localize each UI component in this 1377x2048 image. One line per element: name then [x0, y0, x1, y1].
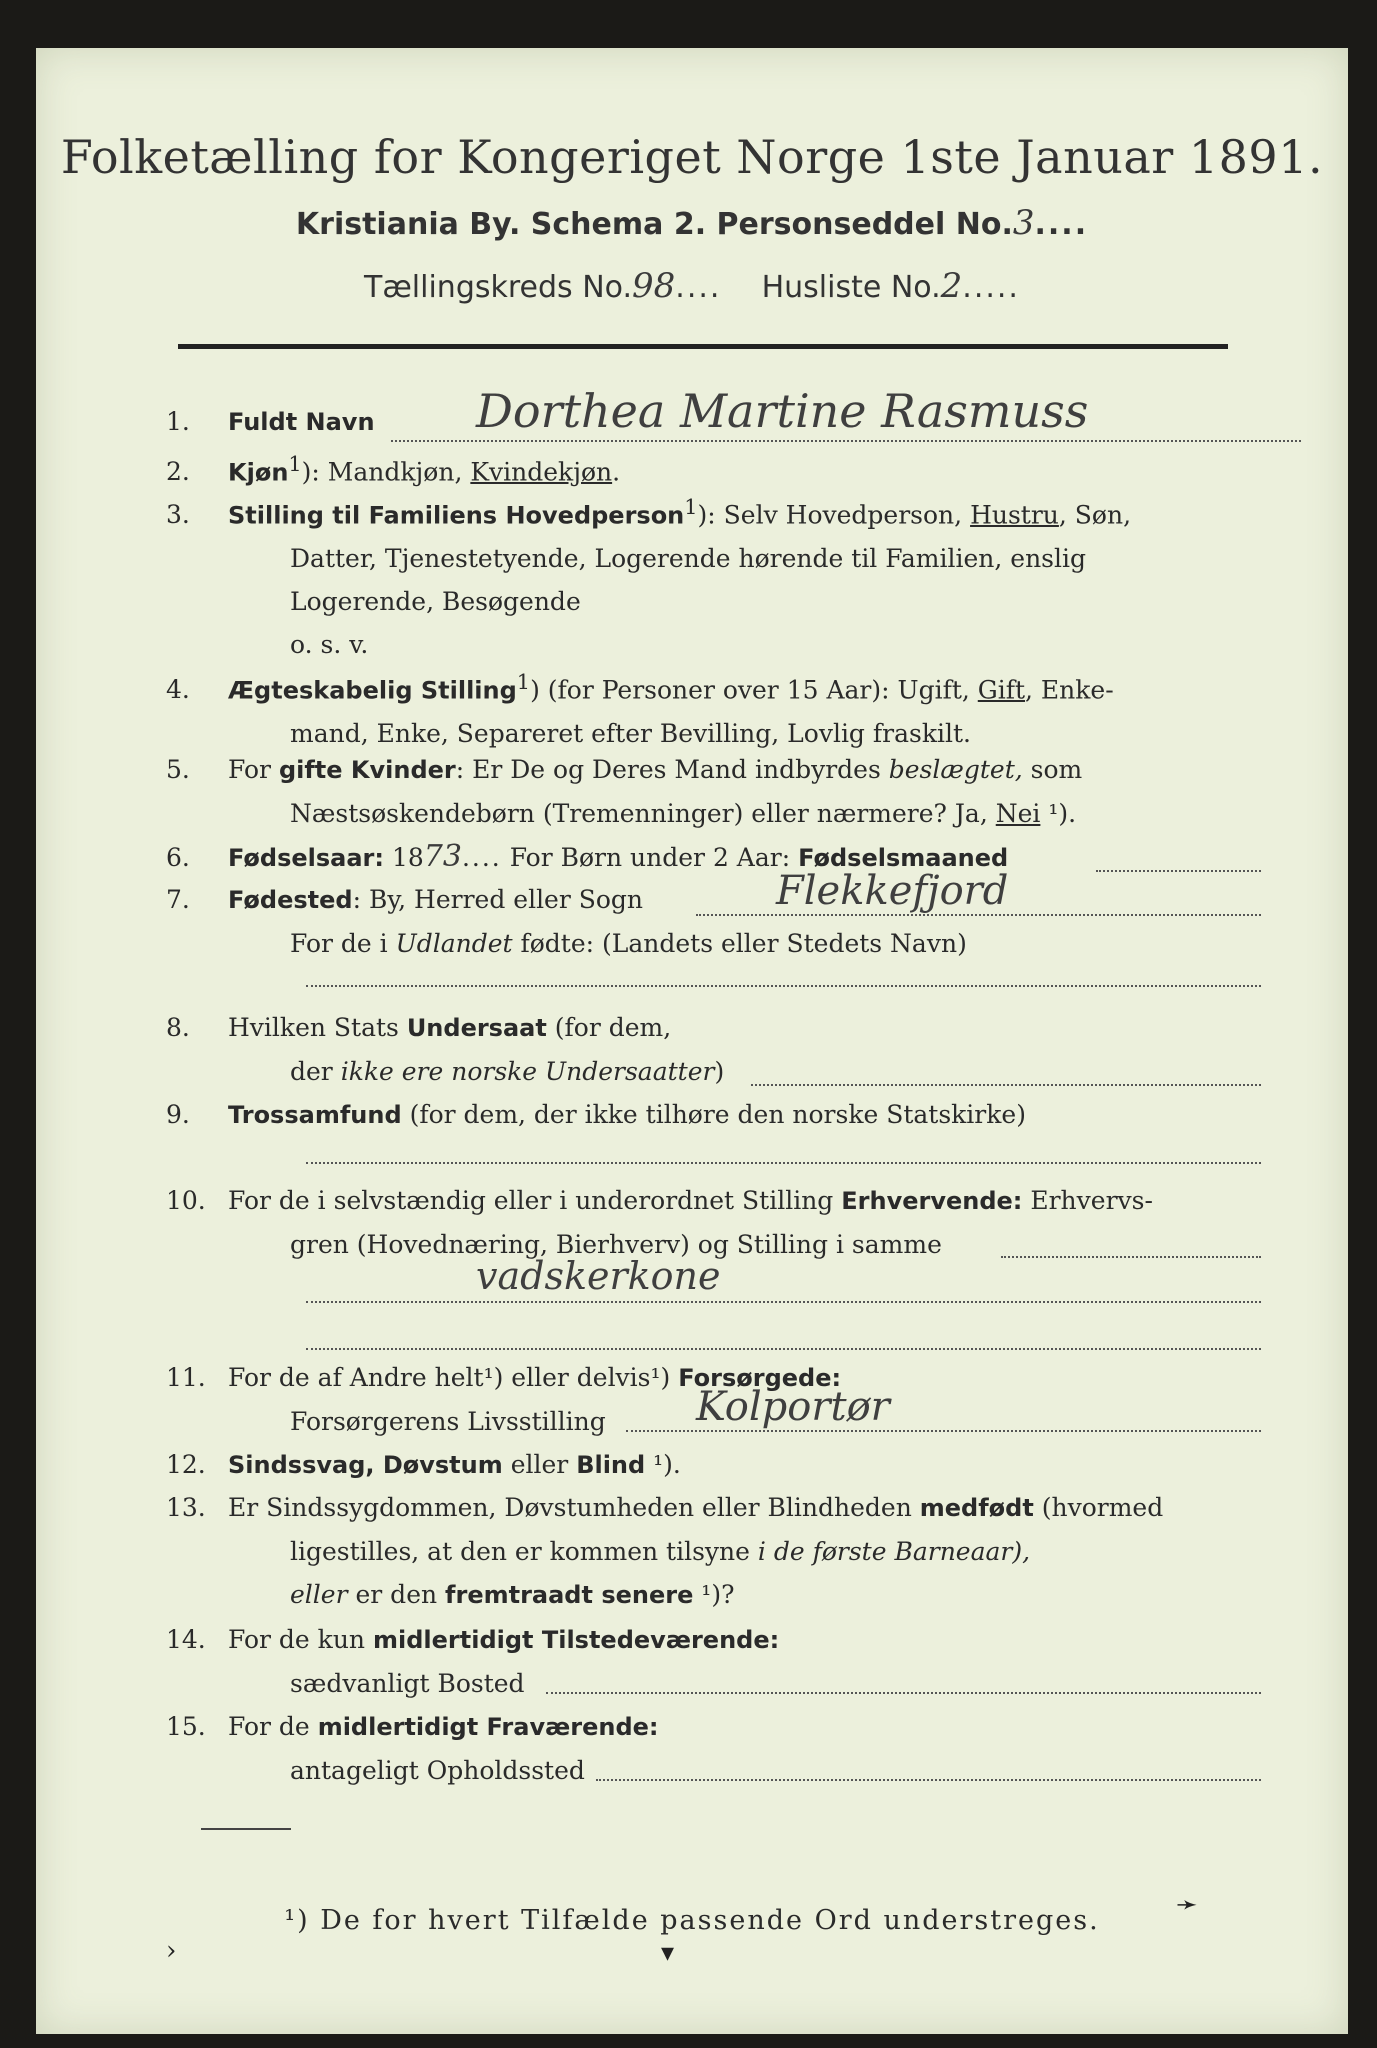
foreign-birthplace-line	[306, 985, 1261, 987]
provider-occupation-line	[626, 1430, 1261, 1432]
form-reference-line: Tællingskreds No.98.... Husliste No.2.....	[364, 266, 1020, 306]
form-subtitle: Kristiania By. Schema 2. Personseddel No.3....	[295, 203, 1089, 243]
item-family-position: 3. Stilling til Familiens Hovedperson$^1$): Selv Hovedperson, Hustru, Søn, Datter, Tjenestetyende, Logerende hørende til Familien, enslig Logerende, Besøgende o. s. v.	[166, 495, 1132, 660]
selected-relation-answer: Nei	[995, 799, 1041, 828]
item-religion: 9. Trossamfund (for dem, der ikke tilhøre den norske Statskirke)	[166, 1100, 1026, 1129]
form-title: Folketælling for Kongeriget Norge 1ste Januar 1891.	[60, 130, 1324, 184]
item-birthplace: 7. Fødested: By, Herred eller Sogn For de i Udlandet fødte: (Landets eller Stedets Navn)	[166, 885, 967, 958]
name-answer-line	[391, 440, 1301, 442]
item-sex: 2. Kjøn$^1$): Mandkjøn, Kvindekjøn.	[166, 452, 621, 487]
header-divider	[178, 344, 1228, 349]
item-congenital: 13. Er Sindssygdommen, Døvstumheden eller Blindheden medfødt (hvormed ligestilles, at den er kommen tilsyne i de første Barneaar), eller er den fremtraadt senere ¹)?	[166, 1493, 1164, 1609]
name-answer: Dorthea Martine Rasmuss	[476, 384, 1089, 438]
item-occupation: 10. For de i selvstændig eller i underordnet Stilling Erhvervende: Erhvervs- gren (Hovednæring, Bierhverv) og Stilling i samme	[166, 1186, 1153, 1259]
pen-mark: ➛	[1176, 1890, 1198, 1920]
provider-occupation-answer: Kolportør	[696, 1384, 890, 1430]
husliste-number: 2	[940, 266, 963, 306]
item-dependents: 11. For de af Andre helt¹) eller delvis¹) Forsørgede: Forsørgerens Livsstilling	[166, 1363, 842, 1436]
religion-answer-line	[306, 1162, 1261, 1164]
item-temporary-absent: 15. For de midlertidigt Fraværende: antageligt Opholdssted	[166, 1712, 659, 1785]
birth-year-answer: 73	[423, 839, 462, 874]
usual-residence-line	[546, 1692, 1261, 1694]
item-disability: 12. Sindssvag, Døvstum eller Blind ¹).	[166, 1450, 681, 1479]
selected-sex: Kvindekjøn	[470, 457, 613, 487]
item-temporary-present: 14. For de kun midlertidigt Tilstedeværende: sædvanligt Bosted	[166, 1625, 780, 1698]
selected-marital-status: Gift	[977, 675, 1026, 705]
selected-position: Hustru	[970, 500, 1059, 530]
footnote: ¹) De for hvert Tilfælde passende Ord understreges.	[284, 1905, 1100, 1936]
probable-residence-line	[596, 1779, 1261, 1781]
pen-mark: ▾	[661, 1938, 675, 1968]
pen-mark: ›	[166, 1936, 177, 1966]
item-birth-year: 6. Fødselsaar: 1873.... For Børn under 2 Aar: Fødselsmaaned	[166, 839, 1009, 874]
occupation-line-2	[306, 1301, 1261, 1303]
item-marital-status: 4. Ægteskabelig Stilling$^1$) (for Personer over 15 Aar): Ugift, Gift, Enke- mand, Enke, Separeret efter Bevilling, Lovlig fraskilt.	[166, 670, 1114, 749]
citizenship-answer-line	[751, 1084, 1261, 1086]
occupation-answer: vadskerkone	[476, 1254, 721, 1298]
occupation-line-1	[1001, 1256, 1261, 1258]
birthplace-answer: Flekkefjord	[776, 868, 1009, 914]
kreds-number: 98	[632, 266, 676, 306]
census-form	[36, 48, 1348, 2034]
occupation-line-3	[306, 1348, 1261, 1350]
item-married-women: 5. For gifte Kvinder: Er De og Deres Mand indbyrdes beslægtet, som Næstsøskendebørn (Tremenninger) eller nærmere? Ja, Nei ¹).	[166, 755, 1083, 828]
birth-month-line	[1096, 870, 1261, 872]
footnote-divider	[201, 1828, 291, 1830]
birthplace-answer-line	[696, 914, 1261, 916]
personseddel-number: 3	[1012, 203, 1035, 243]
item-full-name: 1. Fuldt Navn	[166, 407, 375, 436]
item-citizenship: 8. Hvilken Stats Undersaat (for dem, der ikke ere norske Undersaatter)	[166, 1013, 725, 1086]
